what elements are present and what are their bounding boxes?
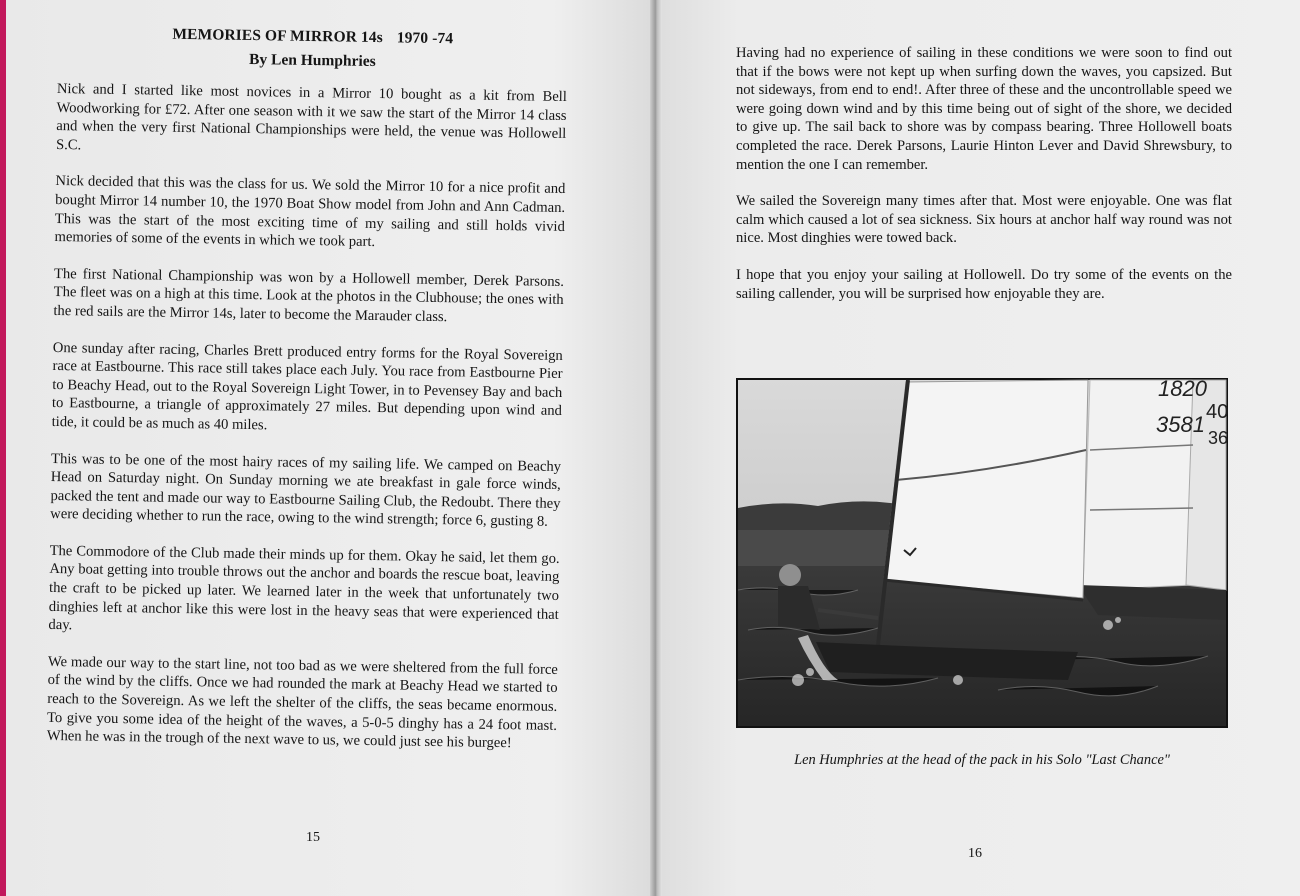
article-byline: By Len Humphries	[248, 51, 376, 70]
article-title	[58, 24, 568, 50]
left-page	[6, 0, 650, 896]
paragraph: The first National Championship was won by a Hollowell member, Derek Parsons. The fleet was on a high at this time. Look at the photos in the Clubhouse; the ones with the red sails are the Mirror 14s, later to become the Marauder class.	[53, 265, 565, 326]
paragraph: We made our way to the start line, not too bad as we were sheltered from the full force of the wind by the cliffs. Once we had rounded the mark at Beachy Head we started to reach to the Sovereign. As we left the shelter of the cliffs, the seas became enormous. To give you some idea of the height of the waves, a 5-0-5 dinghy has a 24 foot mast. When he was in the trough of the next wave to us, we could just see his burgee!	[46, 653, 558, 752]
article-title-text: MEMORIES OF MIRROR 14s	[172, 25, 383, 47]
right-page	[662, 0, 1300, 896]
paragraph: I hope that you enjoy your sailing at Hollowell. Do try some of the events on the sailing callender, you will be surprised how enjoyable they are.	[736, 266, 1232, 302]
paragraph: We sailed the Sovereign many times after that. Most were enjoyable. One was flat calm which caused a lot of sea sickness. Six hours at anchor half way round was not nice. Most dinghies were towed back.	[736, 193, 1232, 247]
photo-caption: Len Humphries at the head of the pack in his Solo "Last Chance"	[794, 752, 1170, 768]
paragraph: Nick decided that this was the class for us. We sold the Mirror 10 for a nice profit and bought Mirror 14 number 10, the 1970 Boat Show model from John and Ann Cadman. This was the start of the most exciting time of my sailing and still holds vivid memories of some of the events in which we took part.	[54, 173, 566, 251]
sail-number: 3581	[1156, 412, 1205, 437]
sail-number: 1820	[1158, 376, 1207, 401]
page-number-right: 16	[968, 846, 982, 861]
sail-number: 36	[1208, 428, 1229, 448]
sailing-photo-image	[738, 376, 1229, 726]
paragraph: This was to be one of the most hairy races of my sailing life. We camped on Beachy Head on Saturday night. On Sunday morning we ate breakfast in gale force winds, packed the tent and made our way to Eastbourne Sailing Club, the Redoubt. There they were deciding whether to run the race, owing to the wind strength; force 6, gusting 8.	[50, 450, 562, 531]
paragraph: One sunday after racing, Charles Brett produced entry forms for the Royal Sovereign race at Eastbourne. This race still takes place each July. You race from Eastbourne Pier to Beachy Head, out to the Royal Sovereign Light Tower, in to Pevensey Bay and bach to Eastbourne, a triangle of approximately 27 miles. But depending upon wind and tide, it could be as much as 40 miles.	[51, 339, 563, 434]
paragraph: Nick and I started like most novices in a Mirror 10 bought as a kit from Bell Woodworking for £72. After one season with it we saw the start of the Mirror 14 class and when the very first National Championships were held, the venue was Hollowell S.C.	[55, 80, 567, 154]
article-title-years: 1970 -74	[396, 29, 454, 48]
paragraph: Having had no experience of sailing in these conditions we were soon to find out that if the bows were not kept up when surfing down the waves, you capsized. But not sideways, from end to end!. After three of these and the uncontrollable speed we were going down wind and by this time being out of sight of the shore, we decided to give up. The sail back to shore was by compass bearing. Three Hollowell boats completed the race. Derek Parsons, Laurie Hinton Lever and David Shrewsbury, to mention the one I can remember.	[736, 45, 1232, 173]
page-number-left: 15	[306, 830, 320, 845]
sail-number: 40	[1206, 401, 1229, 423]
right-page-content	[736, 44, 1232, 321]
left-page-content	[46, 20, 568, 772]
paragraph: The Commodore of the Club made their minds up for them. Okay he said, let them go. Any boat getting into trouble throws out the anchor and boards the rescue boat, leaving the craft to be picked up later. We learned later in the week that unfortunately two dinghies left at anchor like this were lost in the heavy seas that were experienced that day.	[48, 542, 560, 634]
sailing-photo	[736, 378, 1228, 728]
book-gutter	[650, 0, 662, 896]
